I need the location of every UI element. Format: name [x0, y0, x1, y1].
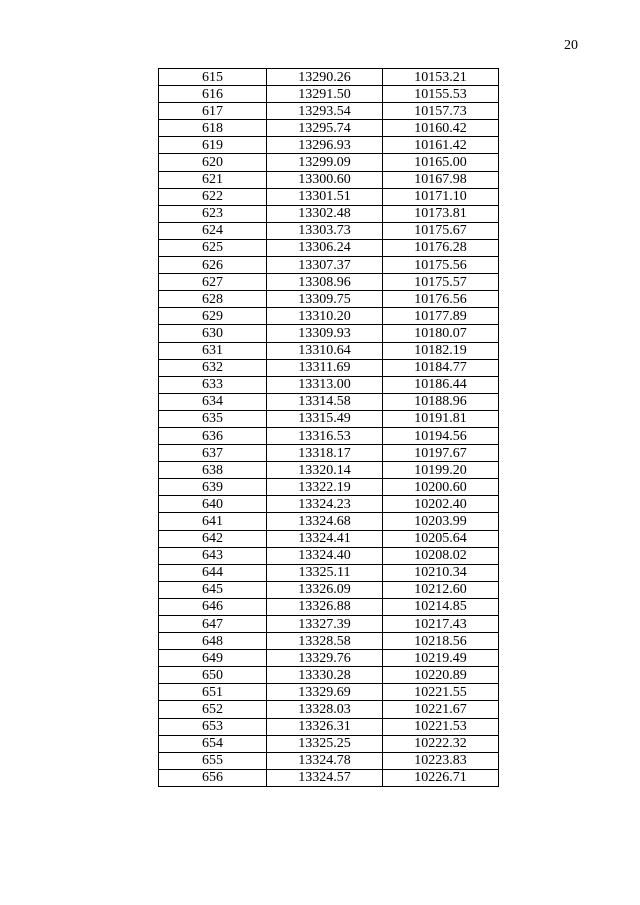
row-index-cell: 622: [159, 188, 267, 205]
value-cell-1: 13328.58: [267, 633, 383, 650]
value-cell-1: 13324.57: [267, 769, 383, 786]
table-row: [159, 342, 499, 359]
row-index-cell: 628: [159, 291, 267, 308]
table-row: [159, 376, 499, 393]
table-row: [159, 291, 499, 308]
value-cell-2: 10176.56: [383, 291, 499, 308]
row-index-cell: 653: [159, 718, 267, 735]
value-cell-2: 10167.98: [383, 171, 499, 188]
value-cell-2: 10186.44: [383, 376, 499, 393]
value-cell-2: 10226.71: [383, 769, 499, 786]
value-cell-1: 13324.23: [267, 496, 383, 513]
row-index-cell: 634: [159, 393, 267, 410]
value-cell-1: 13316.53: [267, 427, 383, 444]
value-cell-1: 13325.11: [267, 564, 383, 581]
value-cell-1: 13329.69: [267, 684, 383, 701]
row-index-cell: 626: [159, 257, 267, 274]
table-row: [159, 308, 499, 325]
value-cell-1: 13330.28: [267, 667, 383, 684]
value-cell-2: 10171.10: [383, 188, 499, 205]
row-index-cell: 635: [159, 410, 267, 427]
table-row: [159, 86, 499, 103]
table-row: [159, 427, 499, 444]
table-row: [159, 496, 499, 513]
value-cell-1: 13313.00: [267, 376, 383, 393]
value-cell-1: 13308.96: [267, 274, 383, 291]
value-cell-2: 10199.20: [383, 462, 499, 479]
table-row: [159, 769, 499, 786]
table-row: [159, 205, 499, 222]
page-number: 20: [564, 38, 578, 53]
row-index-cell: 656: [159, 769, 267, 786]
value-cell-2: 10173.81: [383, 205, 499, 222]
row-index-cell: 645: [159, 581, 267, 598]
value-cell-2: 10203.99: [383, 513, 499, 530]
row-index-cell: 641: [159, 513, 267, 530]
row-index-cell: 615: [159, 69, 267, 86]
table-row: [159, 137, 499, 154]
value-cell-2: 10182.19: [383, 342, 499, 359]
value-cell-2: 10200.60: [383, 479, 499, 496]
row-index-cell: 643: [159, 547, 267, 564]
value-cell-1: 13295.74: [267, 120, 383, 137]
table-row: [159, 735, 499, 752]
value-cell-1: 13302.48: [267, 205, 383, 222]
value-cell-2: 10220.89: [383, 667, 499, 684]
value-cell-1: 13310.20: [267, 308, 383, 325]
value-cell-2: 10155.53: [383, 86, 499, 103]
value-cell-2: 10157.73: [383, 103, 499, 120]
value-cell-1: 13290.26: [267, 69, 383, 86]
value-cell-1: 13296.93: [267, 137, 383, 154]
value-cell-2: 10221.55: [383, 684, 499, 701]
value-cell-1: 13300.60: [267, 171, 383, 188]
table-row: [159, 410, 499, 427]
value-cell-2: 10194.56: [383, 427, 499, 444]
value-cell-2: 10175.56: [383, 257, 499, 274]
table-row: [159, 530, 499, 547]
table-row: [159, 222, 499, 239]
value-cell-2: 10175.57: [383, 274, 499, 291]
row-index-cell: 621: [159, 171, 267, 188]
row-index-cell: 620: [159, 154, 267, 171]
table-row: [159, 69, 499, 86]
value-cell-2: 10160.42: [383, 120, 499, 137]
table-row: [159, 513, 499, 530]
table-row: [159, 462, 499, 479]
row-index-cell: 637: [159, 445, 267, 462]
table-row: [159, 633, 499, 650]
value-cell-1: 13310.64: [267, 342, 383, 359]
value-cell-1: 13329.76: [267, 650, 383, 667]
value-cell-2: 10191.81: [383, 410, 499, 427]
data-table: [158, 68, 499, 787]
table-body: [159, 69, 499, 787]
value-cell-1: 13326.09: [267, 581, 383, 598]
row-index-cell: 650: [159, 667, 267, 684]
value-cell-2: 10184.77: [383, 359, 499, 376]
table-row: [159, 564, 499, 581]
row-index-cell: 642: [159, 530, 267, 547]
value-cell-2: 10212.60: [383, 581, 499, 598]
row-index-cell: 623: [159, 205, 267, 222]
table-row: [159, 650, 499, 667]
value-cell-1: 13328.03: [267, 701, 383, 718]
table-row: [159, 547, 499, 564]
value-cell-2: 10214.85: [383, 598, 499, 615]
table-row: [159, 581, 499, 598]
value-cell-1: 13307.37: [267, 257, 383, 274]
row-index-cell: 646: [159, 598, 267, 615]
value-cell-1: 13293.54: [267, 103, 383, 120]
value-cell-1: 13324.78: [267, 752, 383, 769]
table-row: [159, 171, 499, 188]
row-index-cell: 631: [159, 342, 267, 359]
row-index-cell: 630: [159, 325, 267, 342]
table-row: [159, 684, 499, 701]
value-cell-2: 10222.32: [383, 735, 499, 752]
row-index-cell: 624: [159, 222, 267, 239]
row-index-cell: 627: [159, 274, 267, 291]
row-index-cell: 629: [159, 308, 267, 325]
value-cell-2: 10161.42: [383, 137, 499, 154]
row-index-cell: 647: [159, 616, 267, 633]
row-index-cell: 619: [159, 137, 267, 154]
value-cell-1: 13324.68: [267, 513, 383, 530]
value-cell-1: 13301.51: [267, 188, 383, 205]
row-index-cell: 640: [159, 496, 267, 513]
value-cell-2: 10176.28: [383, 239, 499, 256]
table-row: [159, 616, 499, 633]
row-index-cell: 652: [159, 701, 267, 718]
value-cell-1: 13306.24: [267, 239, 383, 256]
row-index-cell: 639: [159, 479, 267, 496]
value-cell-2: 10219.49: [383, 650, 499, 667]
value-cell-1: 13324.40: [267, 547, 383, 564]
table-row: [159, 239, 499, 256]
row-index-cell: 616: [159, 86, 267, 103]
table-row: [159, 701, 499, 718]
row-index-cell: 618: [159, 120, 267, 137]
table-row: [159, 718, 499, 735]
table-row: [159, 752, 499, 769]
value-cell-1: 13291.50: [267, 86, 383, 103]
value-cell-1: 13318.17: [267, 445, 383, 462]
row-index-cell: 636: [159, 427, 267, 444]
row-index-cell: 655: [159, 752, 267, 769]
value-cell-1: 13303.73: [267, 222, 383, 239]
value-cell-2: 10221.53: [383, 718, 499, 735]
table-row: [159, 359, 499, 376]
value-cell-2: 10188.96: [383, 393, 499, 410]
value-cell-2: 10202.40: [383, 496, 499, 513]
row-index-cell: 648: [159, 633, 267, 650]
table-row: [159, 479, 499, 496]
row-index-cell: 644: [159, 564, 267, 581]
table-row: [159, 120, 499, 137]
table-row: [159, 188, 499, 205]
row-index-cell: 633: [159, 376, 267, 393]
value-cell-1: 13311.69: [267, 359, 383, 376]
value-cell-2: 10218.56: [383, 633, 499, 650]
value-cell-1: 13309.75: [267, 291, 383, 308]
value-cell-1: 13324.41: [267, 530, 383, 547]
row-index-cell: 632: [159, 359, 267, 376]
value-cell-2: 10221.67: [383, 701, 499, 718]
table-row: [159, 598, 499, 615]
value-cell-1: 13326.31: [267, 718, 383, 735]
value-cell-2: 10177.89: [383, 308, 499, 325]
value-cell-2: 10210.34: [383, 564, 499, 581]
value-cell-1: 13322.19: [267, 479, 383, 496]
value-cell-1: 13314.58: [267, 393, 383, 410]
table-row: [159, 154, 499, 171]
table-row: [159, 103, 499, 120]
value-cell-1: 13327.39: [267, 616, 383, 633]
value-cell-2: 10223.83: [383, 752, 499, 769]
row-index-cell: 649: [159, 650, 267, 667]
value-cell-2: 10197.67: [383, 445, 499, 462]
value-cell-2: 10208.02: [383, 547, 499, 564]
row-index-cell: 654: [159, 735, 267, 752]
value-cell-2: 10153.21: [383, 69, 499, 86]
table-row: [159, 257, 499, 274]
value-cell-1: 13325.25: [267, 735, 383, 752]
table-row: [159, 393, 499, 410]
value-cell-2: 10180.07: [383, 325, 499, 342]
value-cell-1: 13320.14: [267, 462, 383, 479]
value-cell-1: 13315.49: [267, 410, 383, 427]
row-index-cell: 617: [159, 103, 267, 120]
row-index-cell: 651: [159, 684, 267, 701]
value-cell-1: 13326.88: [267, 598, 383, 615]
value-cell-2: 10217.43: [383, 616, 499, 633]
value-cell-1: 13309.93: [267, 325, 383, 342]
table-row: [159, 667, 499, 684]
table-row: [159, 445, 499, 462]
table-row: [159, 325, 499, 342]
value-cell-1: 13299.09: [267, 154, 383, 171]
value-cell-2: 10175.67: [383, 222, 499, 239]
value-cell-2: 10205.64: [383, 530, 499, 547]
row-index-cell: 625: [159, 239, 267, 256]
value-cell-2: 10165.00: [383, 154, 499, 171]
table-row: [159, 274, 499, 291]
row-index-cell: 638: [159, 462, 267, 479]
